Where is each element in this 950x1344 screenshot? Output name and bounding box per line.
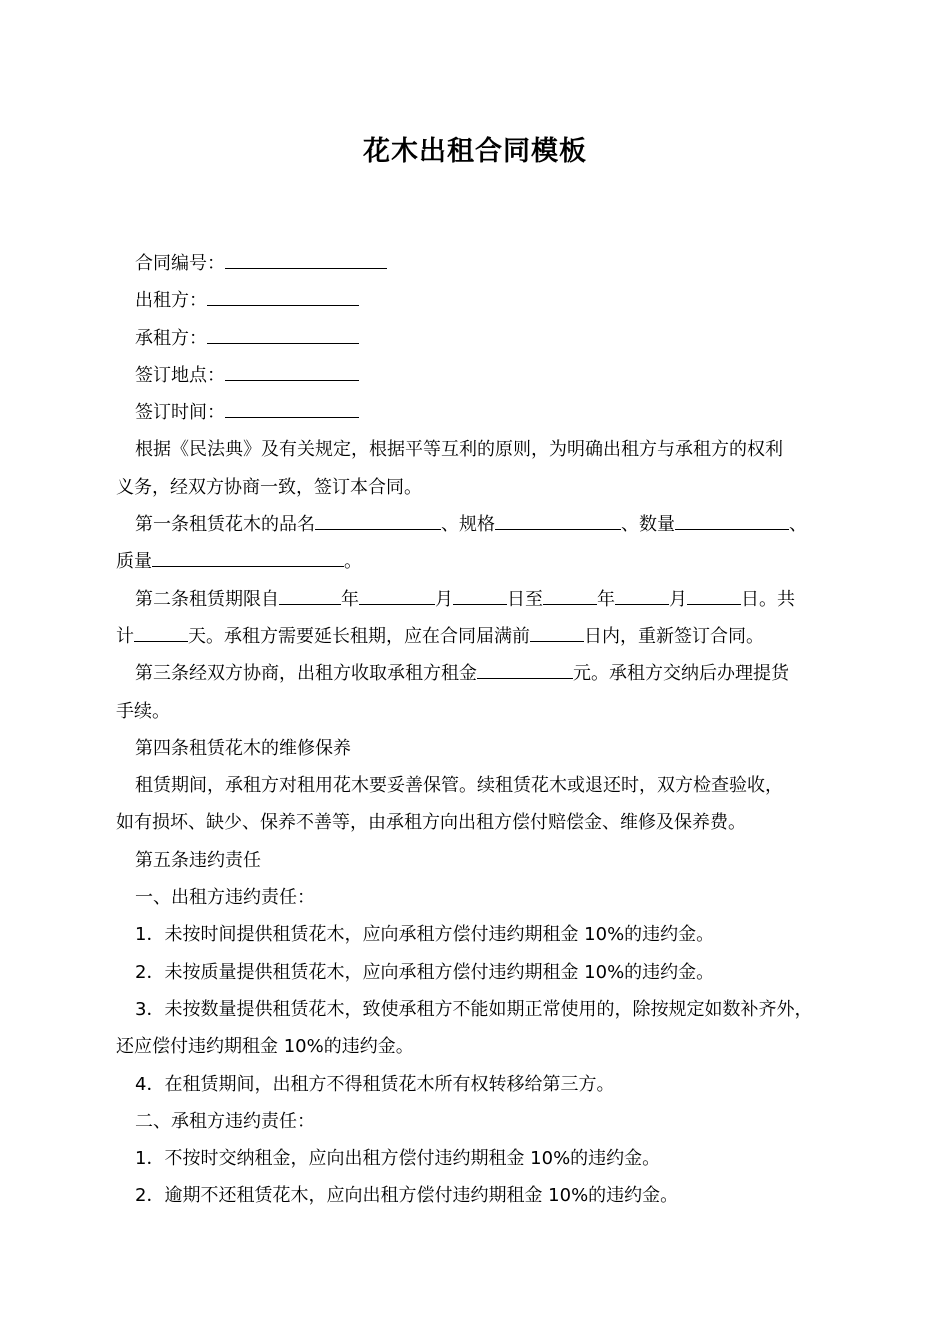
article-1-quality-label: 质量 [116,551,152,573]
renewal-days-blank [530,627,584,642]
day-total-label: 日。共 [741,588,795,610]
end-year-blank [543,590,597,605]
month-label: 月 [435,588,453,610]
article-4-line-2: 如有损坏、缺少、保养不善等，由承租方向出租方偿付赔偿金、维修及保养费。 [116,812,746,834]
intro-line-2: 义务，经双方协商一致，签订本合同。 [116,476,422,498]
article-2-line-1 [116,581,850,618]
lessee-liability-title: 二、承租方违约责任： [135,1110,315,1132]
article-2-extension-text: 天。承租方需要延长租期，应在合同届满前 [188,625,530,647]
lessee-liability-1: 1．不按时交纳租金，应向出租方偿付违约期租金 10%的违约金。 [135,1148,661,1170]
lessee-line [116,320,850,357]
article-3-text-2: 元。承租方交纳后办理提货 [573,663,789,685]
month-label-2: 月 [669,588,687,610]
sign-time-blank [225,403,359,418]
total-days-blank [134,627,188,642]
contract-number-line [116,245,850,282]
article-4-line-1: 租赁期间，承租方对租用花木要妥善保管。续租赁花木或退还时，双方检查验收， [135,775,783,797]
article-1-end: 。 [344,551,362,573]
article-4-title: 第四条租赁花木的维修保养 [135,737,351,759]
document-title: 花木出租合同模板 [363,136,587,167]
lessor-liability-title: 一、出租方违约责任： [135,887,315,909]
lessor-line [116,282,850,319]
article-3-line-2: 手续。 [116,700,170,722]
year-label-2: 年 [597,588,615,610]
article-3-line-1 [116,655,850,692]
article-1-line-2 [116,543,850,580]
lessor-liability-4: 4．在租赁期间，出租方不得租赁花木所有权转移给第三方。 [135,1073,615,1095]
product-name-blank [315,515,441,530]
sign-place-blank [225,366,359,381]
year-label: 年 [341,588,359,610]
article-1-qty-label: 、数量 [621,514,675,536]
lessor-liability-3b: 还应偿付违约期租金 10%的违约金。 [116,1036,414,1058]
article-2-end: 日内，重新签订合同。 [584,625,764,647]
article-1-spec-label: 、规格 [441,514,495,536]
total-label: 计 [116,625,134,647]
lessor-blank [207,291,359,306]
lessor-liability-3a: 3．未按数量提供租赁花木，致使承租方不能如期正常使用的，除按规定如数补齐外， [135,998,813,1020]
quality-blank [152,552,344,567]
article-1-sep: 、 [789,514,807,536]
article-2-line-2 [116,618,850,655]
article-3-text: 第三条经双方协商，出租方收取承租方租金 [135,663,477,685]
lessor-liability-1: 1．未按时间提供租赁花木，应向承租方偿付违约期租金 10%的违约金。 [135,924,715,946]
contract-number-blank [225,254,387,269]
lessee-label: 承租方： [135,327,207,349]
start-year-blank [279,590,341,605]
article-2-text: 第二条租赁期限自 [135,588,279,610]
document-body [116,245,850,1215]
lessor-liability-2: 2．未按质量提供租赁花木，应向承租方偿付违约期租金 10%的违约金。 [135,961,715,983]
sign-place-label: 签订地点： [135,364,225,386]
lessee-liability-2: 2．逾期不还租赁花木，应向出租方偿付违约期租金 10%的违约金。 [135,1185,679,1207]
rent-amount-blank [477,664,573,679]
article-1-text: 第一条租赁花木的品名 [135,514,315,536]
quantity-blank [675,515,789,530]
article-1-line-1 [116,506,850,543]
start-month-blank [359,590,435,605]
sign-place-line [116,357,850,394]
lessor-label: 出租方： [135,290,207,312]
end-day-blank [687,590,741,605]
intro-line-1: 根据《民法典》及有关规定，根据平等互利的原则，为明确出租方与承租方的权利 [135,439,783,461]
lessee-blank [207,329,359,344]
article-5-title: 第五条违约责任 [135,849,261,871]
spec-blank [495,515,621,530]
day-to-label: 日至 [507,588,543,610]
end-month-blank [615,590,669,605]
sign-time-label: 签订时间： [135,402,225,424]
contract-number-label: 合同编号： [135,253,225,274]
start-day-blank [453,590,507,605]
sign-time-line [116,394,850,431]
